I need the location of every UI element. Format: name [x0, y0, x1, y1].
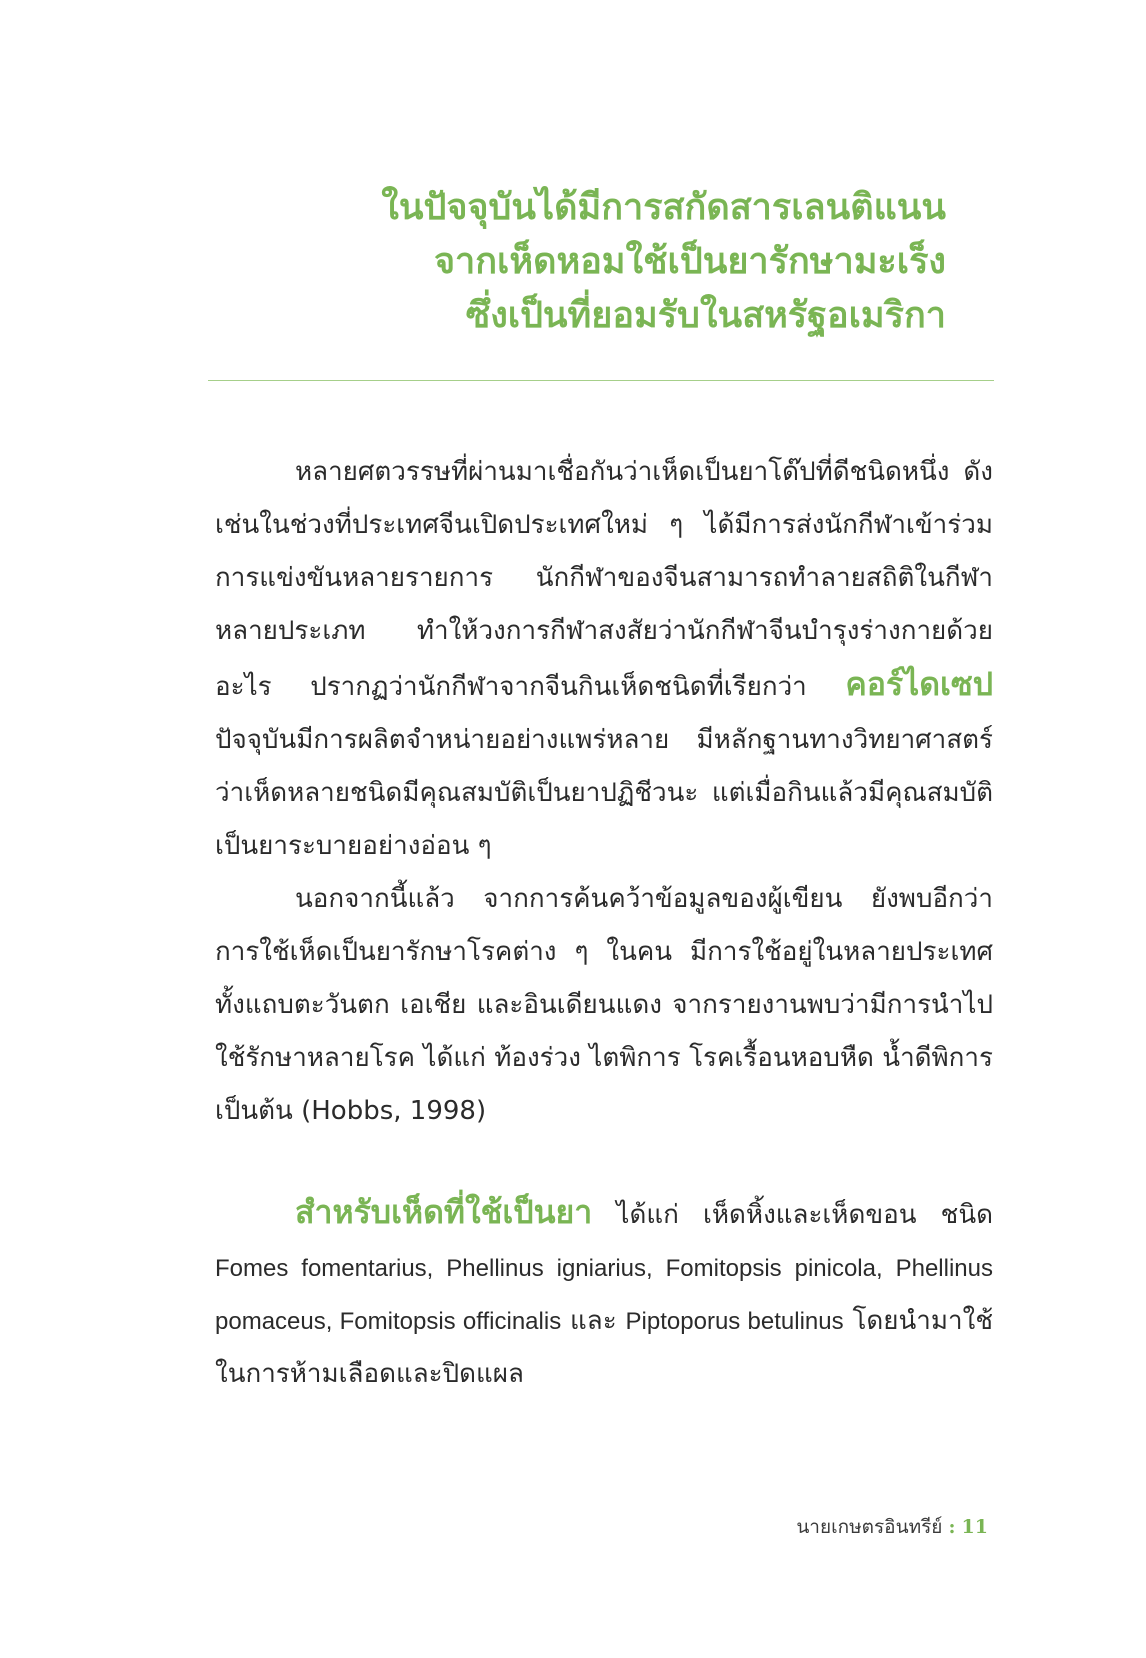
paragraph-text: และ [570, 1306, 617, 1336]
paragraph-text: โดยนำมาใช้ในการห้ามเลือดและปิดแผล [215, 1306, 993, 1389]
section-heading: สำหรับเห็ดที่ใช้เป็นยา [295, 1193, 593, 1231]
pull-quote-line: ซึ่งเป็นที่ยอมรับในสหรัฐอเมริกา [465, 294, 946, 336]
paragraph [215, 1186, 993, 1401]
footer-separator: : [948, 1516, 956, 1538]
divider-rule [208, 380, 994, 381]
paragraph-text: ได้แก่ เห็ดหิ้งและเห็ดขอน ชนิด [616, 1200, 993, 1230]
page-footer [796, 1512, 988, 1542]
body-text [215, 446, 993, 1138]
paragraph-text: ปัจจุบันมีการผลิตจำหน่ายอย่างแพร่หลาย มีหลักฐานทางวิทยาศาสตร์ว่าเห็ดหลายชนิดมีคุณสมบัติเป็นยาปฏิชีวนะ แต่เมื่อกินแล้วมีคุณสมบัติเป็นยาระบายอย่างอ่อน ๆ [215, 725, 993, 861]
pull-quote-line: ในปัจจุบันได้มีการสกัดสารเลนติแนน [381, 186, 946, 228]
pull-quote-line: จากเห็ดหอมใช้เป็นยารักษามะเร็ง [433, 240, 946, 282]
paragraph-text: หลายศตวรรษที่ผ่านมาเชื่อกันว่าเห็ดเป็นยาโด๊ปที่ดีชนิดหนึ่ง ดังเช่นในช่วงที่ประเทศจีนเปิดประเทศใหม่ ๆ ได้มีการส่งนักกีฬาเข้าร่วมการแข่งขันหลายรายการ นักกีฬาของจีนสามารถทำลายสถิติในกีฬาหลายประเภท ทำให้วงการกีฬาสงสัยว่านักกีฬาจีนบำรุงร่างกายด้วยอะไร ปรากฏว่านักกีฬาจากจีนกินเห็ดชนิดที่เรียกว่า [215, 457, 993, 702]
species-names: Piptoporus betulinus [625, 1308, 844, 1335]
species-names: Fomes fomentarius, Phellinus igniarius, Fomitopsis pinicola, Phellinus pomaceus, Fomitopsis officinalis [215, 1255, 993, 1335]
paragraph: นอกจากนี้แล้ว จากการค้นคว้าข้อมูลของผู้เขียน ยังพบอีกว่า การใช้เห็ดเป็นยารักษาโรคต่าง ๆ ในคน มีการใช้อยู่ในหลายประเทศ ทั้งแถบตะวันตก เอเชีย และอินเดียนแดง จากรายงานพบว่ามีการนำไปใช้รักษาหลายโรค ได้แก่ ท้องร่วง ไตพิการ โรคเรื้อนหอบหืด น้ำดีพิการ เป็นต้น (Hobbs, 1998) [215, 884, 993, 1126]
medicinal-mushrooms-section [215, 1186, 993, 1401]
highlight-term: คอร์ไดเซป [845, 665, 994, 703]
paragraph [215, 446, 993, 873]
book-title: นายเกษตรอินทรีย์ [796, 1516, 943, 1538]
page-number: 11 [961, 1516, 988, 1538]
pull-quote [306, 180, 946, 342]
